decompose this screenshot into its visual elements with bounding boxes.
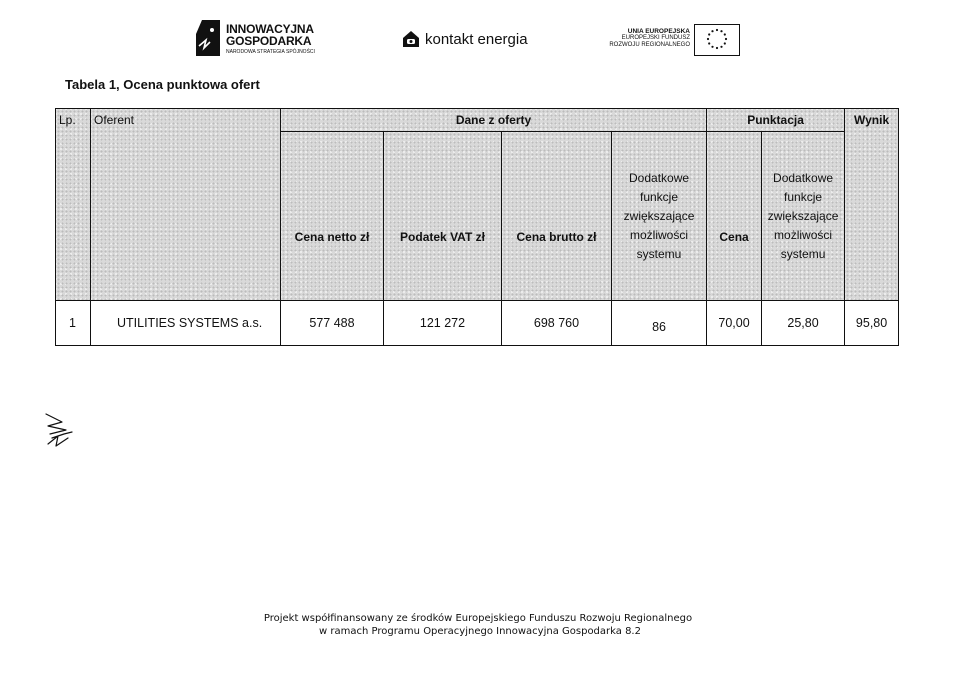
header-row-main	[56, 109, 899, 132]
ig-flag-icon	[196, 20, 220, 56]
subheader-line: możliwości	[774, 227, 833, 242]
subheader-cena-pkt: Cena	[707, 132, 762, 301]
footer-line2: w ramach Programu Operacyjnego Innowacyjna Gospodarka 8.2	[319, 626, 641, 637]
subheader-cena-brutto: Cena brutto zł	[502, 132, 612, 301]
house-icon	[402, 30, 420, 48]
cell-cena-brutto: 698 760	[502, 301, 612, 346]
header-dane-z-oferty: Dane z oferty	[281, 109, 707, 132]
document-title: Tabela 1, Ocena punktowa ofert	[65, 77, 260, 92]
ig-logo-line2: GOSPODARKA	[226, 34, 312, 48]
offer-score-table	[55, 108, 899, 346]
subheader-dodatkowe-funkcje-oferta	[612, 132, 707, 301]
subheader-line: możliwości	[630, 227, 689, 242]
eu-flag-icon	[694, 24, 740, 56]
document-header	[0, 0, 960, 70]
eu-line1: UNIA EUROPEJSKA	[627, 28, 690, 35]
footer-line1: Projekt współfinansowany ze środków Europejskiego Funduszu Rozwoju Regionalnego	[263, 613, 693, 624]
cell-pkt-funkcje: 25,80	[762, 301, 845, 346]
cell-cena-netto: 577 488	[281, 301, 384, 346]
header-wynik: Wynik	[845, 109, 899, 301]
subheader-cena-netto: Cena netto zł	[281, 132, 384, 301]
document-footer	[0, 612, 960, 638]
cell-pkt-cena: 70,00	[707, 301, 762, 346]
innowacyjna-gospodarka-logo	[196, 20, 356, 60]
subheader-line: Dodatkowe	[773, 170, 834, 185]
cell-funkcje: 86	[612, 301, 707, 346]
subheader-line: funkcje	[784, 189, 823, 204]
table-row	[56, 301, 899, 346]
subheader-dodatkowe-funkcje-pkt	[762, 132, 845, 301]
subheader-line: zwiększające	[623, 208, 695, 223]
subheader-line: funkcje	[640, 189, 679, 204]
cell-wynik: 95,80	[845, 301, 899, 346]
subheader-line: systemu	[636, 246, 682, 261]
subheader-line: zwiększające	[767, 208, 839, 223]
ig-logo-line1: INNOWACYJNA	[226, 22, 314, 36]
kontakt-energia-text: kontakt energia	[425, 31, 528, 48]
header-punktacja: Punktacja	[707, 109, 845, 132]
handwritten-signature	[42, 408, 86, 450]
subheader-line: systemu	[780, 246, 826, 261]
cell-podatek-vat: 121 272	[384, 301, 502, 346]
eu-logo-text	[609, 28, 690, 49]
header-oferent: Oferent	[91, 109, 281, 301]
subheader-podatek-vat: Podatek VAT zł	[384, 132, 502, 301]
eu-line2: EUROPEJSKI FUNDUSZ	[621, 35, 690, 41]
eu-line3: ROZWOJU REGIONALNEGO	[609, 42, 690, 48]
header-lp: Lp.	[56, 109, 91, 301]
cell-lp: 1	[56, 301, 91, 346]
cell-oferent: UTILITIES SYSTEMS a.s.	[91, 301, 281, 346]
ig-logo-line3: NARODOWA STRATEGIA SPÓJNOŚCI	[226, 49, 315, 55]
subheader-line: Dodatkowe	[629, 170, 690, 185]
